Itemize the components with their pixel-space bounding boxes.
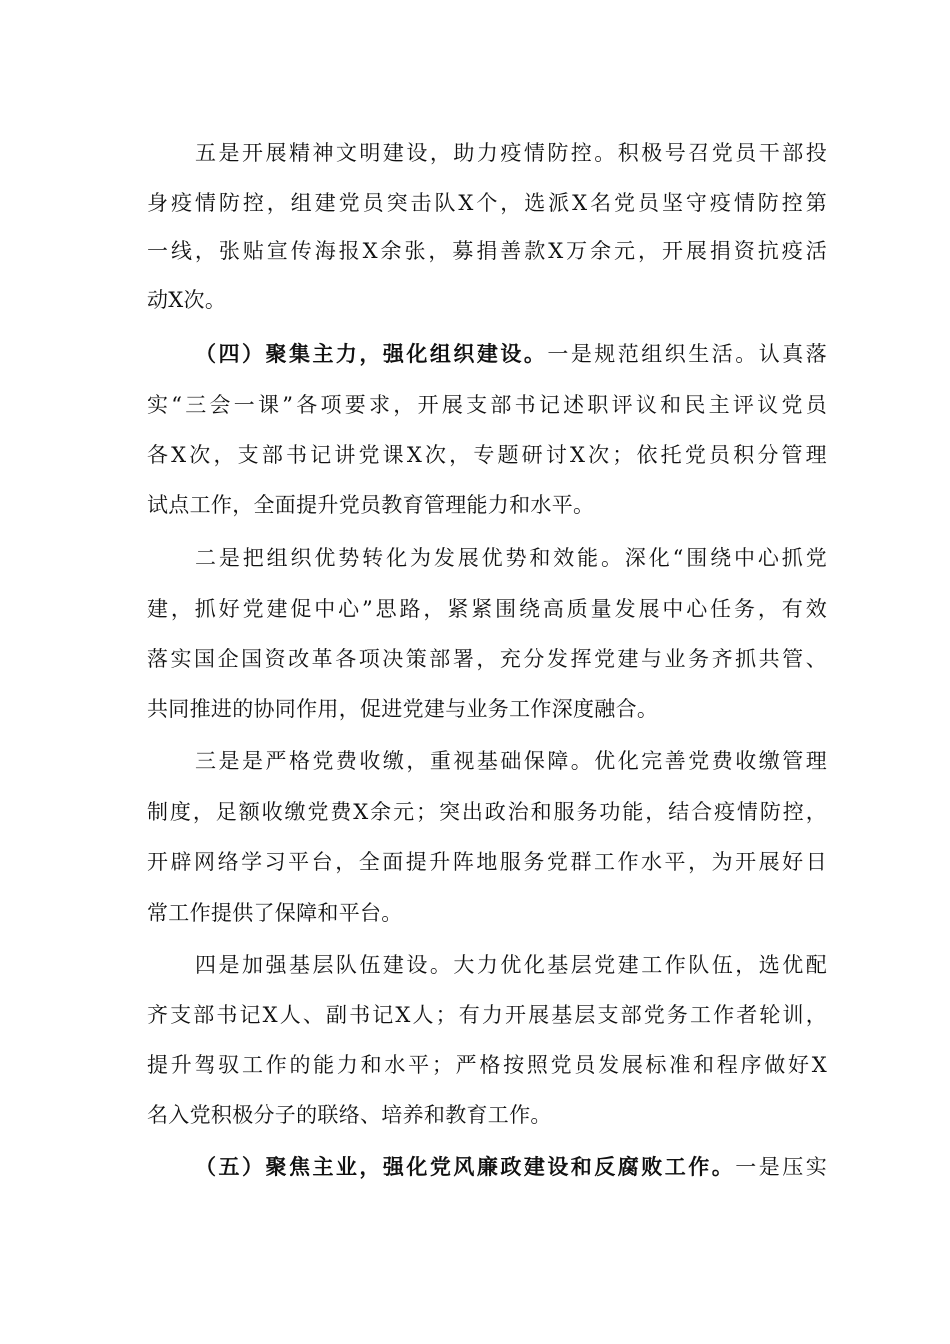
paragraph-line: 五是开展精神文明建设，助力疫情防控。积极号召党员干部投 — [195, 141, 827, 165]
paragraph-line: 实“三会一课”各项要求，开展支部书记述职评议和民主评议党员 — [147, 393, 827, 417]
paragraph-line: 名入党积极分子的联络、培养和教育工作。 — [147, 1103, 552, 1127]
paragraph-text: 一是压实 — [735, 1155, 827, 1179]
paragraph-line: 提升驾驭工作的能力和水平；严格按照党员发展标准和程序做好X — [147, 1053, 827, 1077]
paragraph-line: 试点工作，全面提升党员教育管理能力和水平。 — [147, 493, 595, 517]
paragraph-line: 三是是严格党费收缴，重视基础保障。优化完善党费收缴管理 — [195, 749, 827, 773]
paragraph-line — [195, 1152, 827, 1182]
paragraph-line — [195, 339, 827, 369]
paragraph-line: 身疫情防控，组建党员突击队X个，选派X名党员坚守疫情防控第 — [147, 191, 827, 215]
paragraph-line: 各X次，支部书记讲党课X次，专题研讨X次；依托党员积分管理 — [147, 443, 827, 467]
paragraph-line: 一线，张贴宣传海报X余张，募捐善款X万余元，开展捐资抗疫活 — [147, 239, 827, 263]
paragraph-line: 齐支部书记X人、副书记X人；有力开展基层支部党务工作者轮训， — [147, 1003, 827, 1027]
paragraph-line: 开辟网络学习平台，全面提升阵地服务党群工作水平，为开展好日 — [147, 850, 827, 874]
paragraph-line: 共同推进的协同作用，促进党建与业务工作深度融合。 — [147, 697, 659, 721]
paragraph-line: 制度，足额收缴党费X余元；突出政治和服务功能，结合疫情防控， — [147, 800, 827, 824]
paragraph-line: 二是把组织优势转化为发展优势和效能。深化“围绕中心抓党 — [195, 546, 827, 570]
section-heading: （五）聚焦主业，强化党风廉政建设和反腐败工作。 — [195, 1154, 736, 1179]
paragraph-line: 四是加强基层队伍建设。大力优化基层党建工作队伍，选优配 — [195, 953, 827, 977]
paragraph-line: 落实国企国资改革各项决策部署，充分发挥党建与业务齐抓共管、 — [147, 647, 827, 671]
section-heading: （四）聚集主力，强化组织建设。 — [195, 341, 548, 366]
paragraph-line: 动X次。 — [147, 288, 227, 312]
paragraph-line: 常工作提供了保障和平台。 — [147, 901, 403, 925]
paragraph-text: 一是规范组织生活。认真落 — [547, 342, 827, 366]
paragraph-line: 建，抓好党建促中心”思路，紧紧围绕高质量发展中心任务，有效 — [147, 597, 827, 621]
